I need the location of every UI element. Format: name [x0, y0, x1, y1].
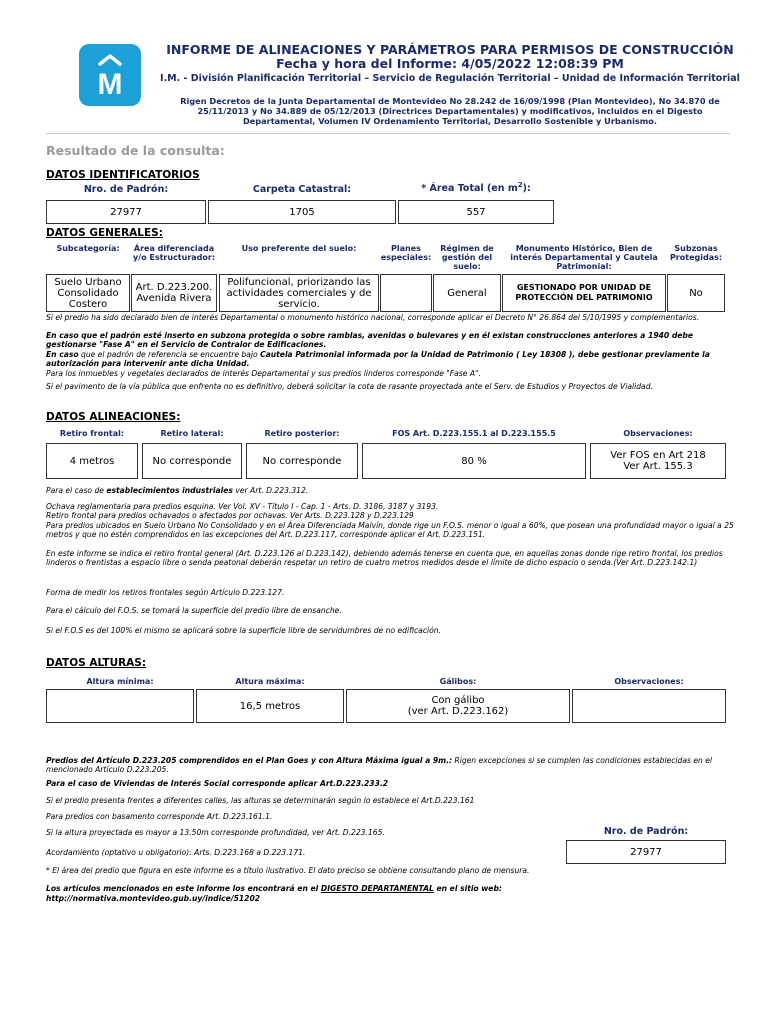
alturas-note-5: Si la altura proyectada es mayor a 13.50m corresponde profundidad, ver Art. D.223.165.	[46, 828, 385, 837]
alineaciones-note-3: Retiro frontal para predios ochavados o afectados por ochavas. Ver Arts. D.223.128 y D.223.129	[46, 511, 414, 520]
generales-note-2: En caso que el padrón esté inserto en subzona protegida o sobre ramblas, avenidas o bulevares y en él existan construcciones anteriores a 1940 debe gestionarse "Fase A" en el Servicio de Contralor de Edificaciones.	[46, 331, 693, 349]
section-datos-alineaciones: DATOS ALINEACIONES:	[46, 411, 181, 423]
alturas-note-6: Acordamiento (optativo u obligatorio): Arts. D.223.168 a D.223.171.	[46, 848, 306, 857]
area-label: * Área Total (en $m^2$):	[421, 181, 531, 195]
svg-text:M: M	[97, 68, 123, 98]
header-divider	[46, 133, 730, 134]
alineaciones-note-7: Para el cálculo del F.O.S. se tomará la superficie del predio libre de ensanche.	[46, 606, 342, 615]
section-datos-alturas: DATOS ALTURAS:	[46, 657, 147, 669]
area-diferenciada-value: Art. D.223.200. Avenida Rivera	[131, 274, 217, 312]
alturas-observaciones-value	[572, 689, 726, 723]
alineaciones-observaciones-header: Observaciones:	[623, 429, 693, 438]
alineaciones-note-8: Si el F.O.S es del 100% el mismo se aplicará sobre la superficie libre de servidumbres de no edificación.	[46, 626, 441, 635]
footer-padron-label: Nro. de Padrón:	[603, 826, 689, 837]
retiro-frontal-header: Retiro frontal:	[59, 429, 125, 438]
uso-preferente-header: Uso preferente del suelo:	[241, 244, 357, 253]
subcategoria-value: Suelo Urbano Consolidado Costero	[46, 274, 130, 312]
digesto-url[interactable]: http://normativa.montevideo.gub.uy/indice/51202	[46, 894, 261, 903]
logo-m-icon	[90, 52, 130, 98]
carpeta-value: 1705	[208, 200, 396, 224]
retiro-frontal-value: 4 metros	[46, 443, 138, 479]
section-datos-generales: DATOS GENERALES:	[46, 227, 163, 239]
generales-note-3: En caso que el padrón de referencia se encuentre bajo Cautela Patrimonial informada por la Unidad de Patrimonio ( Ley 18308 ), debe gestionar previamente la autorización para intervenir ante dicha Unidad.	[46, 350, 710, 368]
alturas-note-3: Si el predio presenta frentes a diferentes calles, las alturas se determinarán según lo establece el Art.D.223.161	[46, 796, 475, 805]
alineaciones-note-5: En este informe se indica el retiro frontal general (Art. D.223.126 al D.223.142), debiendo además tenerse en cuenta que, en aquellas zonas donde rige retiro frontal, los predios linderos o frentistas a espacio libre o senda peatonal deberán respetar un retiro de cuatro metros medidos desde el límite de dicho espacio o senda.(Ver Art. D.223.142.1)	[46, 549, 723, 567]
subzonas-value: No	[667, 274, 725, 312]
report-subtitle: I.M. - División Planificación Territorial – Servicio de Regulación Territorial – Unidad de Información Territorial	[160, 73, 740, 84]
alturas-observaciones-header: Observaciones:	[614, 677, 684, 686]
generales-note-5: Si el pavimento de la vía pública que enfrenta no es definitivo, deberá solicitar la cota de rasante proyectada ante el Serv. de Estudios y Proyectos de Vialidad.	[46, 382, 653, 391]
alineaciones-observaciones-value: Ver FOS en Art 218 Ver Art. 155.3	[590, 443, 726, 479]
uso-preferente-value: Polifuncional, priorizando las actividades comerciales y de servicio.	[219, 274, 379, 312]
monumento-value: GESTIONADO POR UNIDAD DE PROTECCIÓN DEL PATRIMONIO	[502, 274, 666, 312]
section-datos-identificatorios: DATOS IDENTIFICATORIOS	[46, 169, 200, 181]
altura-minima-value	[46, 689, 194, 723]
padron-value: 27977	[46, 200, 206, 224]
retiro-lateral-header: Retiro lateral:	[160, 429, 224, 438]
alineaciones-note-6: Forma de medir los retiros frontales según Artículo D.223.127.	[46, 588, 285, 597]
regimen-gestion-header: Régimen de gestión del suelo:	[440, 244, 494, 271]
report-datetime: Fecha y hora del Informe: 4/05/2022 12:08:39 PM	[276, 56, 624, 71]
alturas-note-2: Para el caso de Viviendas de Interés Social corresponde aplicar Art.D.223.233.2	[46, 779, 389, 788]
retiro-posterior-value: No corresponde	[246, 443, 358, 479]
altura-maxima-value: 16,5 metros	[196, 689, 344, 723]
report-title: INFORME DE ALINEACIONES Y PARÁMETROS PARA PERMISOS DE CONSTRUCCIÓN	[166, 42, 734, 57]
footer-padron-value: 27977	[566, 840, 726, 864]
planes-especiales-header: Planes especiales:	[380, 244, 432, 262]
area-diferenciada-header: Área diferenciada y/o Estructurador:	[132, 244, 216, 262]
altura-maxima-header: Altura máxima:	[235, 677, 305, 686]
alturas-note-4: Para predios con basamento corresponde Art. D.223.161.1.	[46, 812, 273, 821]
alineaciones-note-2: Ochava reglamentaria para predios esquina. Ver Vol. XV - Título I - Cap. 1 - Arts. D. 3186, 3187 y 3193.	[46, 502, 439, 511]
retiro-posterior-header: Retiro posterior:	[264, 429, 340, 438]
fos-header: FOS Art. D.223.155.1 al D.223.155.5	[392, 429, 556, 438]
intendencia-logo	[79, 44, 141, 106]
generales-note-1: Si el predio ha sido declarado bien de interés Departamental o monumento histórico nacional, corresponde aplicar el Decreto N° 26.864 del 5/10/1995 y complementarios.	[46, 313, 700, 322]
area-value: 557	[398, 200, 554, 224]
alineaciones-note-1: Para el caso de establecimientos industriales ver Art. D.223.312.	[46, 486, 309, 495]
galibos-header: Gálibos:	[439, 677, 477, 686]
regimen-gestion-value: General	[433, 274, 501, 312]
alturas-note-1: Predios del Artículo D.223.205 comprendidos en el Plan Goes y con Altura Máxima igual a 9m.: Rigen excepciones si se cumplen las condiciones establecidas en el mencionado Artículo D.223.205.	[46, 756, 713, 774]
fos-value: 80 %	[362, 443, 586, 479]
alturas-note-8: Los artículos mencionados en este informe los encontrará en el DIGESTO DEPARTAMENTAL en el sitio web:	[46, 884, 502, 893]
subzonas-header: Subzonas Protegidas:	[669, 244, 723, 262]
alineaciones-note-4: Para predios ubicados en Suelo Urbano No Consolidado y en el Área Diferenciada Malvín, donde rige un F.O.S. menor o igual a 60%, que posean una profundidad mayor o igual a 25 metros y que no estén comprendidos en las excepciones del Art. D.223.117, corresponde aplicar el Art. D.223.151.	[46, 521, 734, 539]
galibos-value: Con gálibo (ver Art. D.223.162)	[346, 689, 570, 723]
resultado-label: Resultado de la consulta:	[46, 143, 225, 158]
retiro-lateral-value: No corresponde	[142, 443, 242, 479]
subcategoria-header: Subcategoría:	[56, 244, 120, 253]
altura-minima-header: Altura mínima:	[86, 677, 154, 686]
padron-label: Nro. de Padrón:	[83, 184, 169, 195]
report-decrees: Rigen Decretos de la Junta Departamental de Montevideo No 28.242 de 16/09/1998 (Plan Montevideo), No 34.870 de 25/11/2013 y No 34.889 de 05/12/2013 (Directrices Departamentales) y modificativos, incluidos en el Digesto Departamental, Volumen IV Ordenamiento Territorial, Desarrollo Sostenible y Urbanismo.	[180, 96, 720, 126]
generales-note-4: Para los inmuebles y vegetales declarados de interés Departamental y sus predios linderos corresponde "Fase A".	[46, 369, 481, 378]
monumento-header: Monumento Histórico, Bien de interés Departamental y Cautela Patrimonial:	[510, 244, 658, 271]
alturas-note-7: * El área del predio que figura en este informe es a título ilustrativo. El dato preciso se obtiene consultando plano de mensura.	[46, 866, 530, 875]
carpeta-label: Carpeta Catastral:	[252, 184, 352, 195]
planes-especiales-value	[380, 274, 432, 312]
